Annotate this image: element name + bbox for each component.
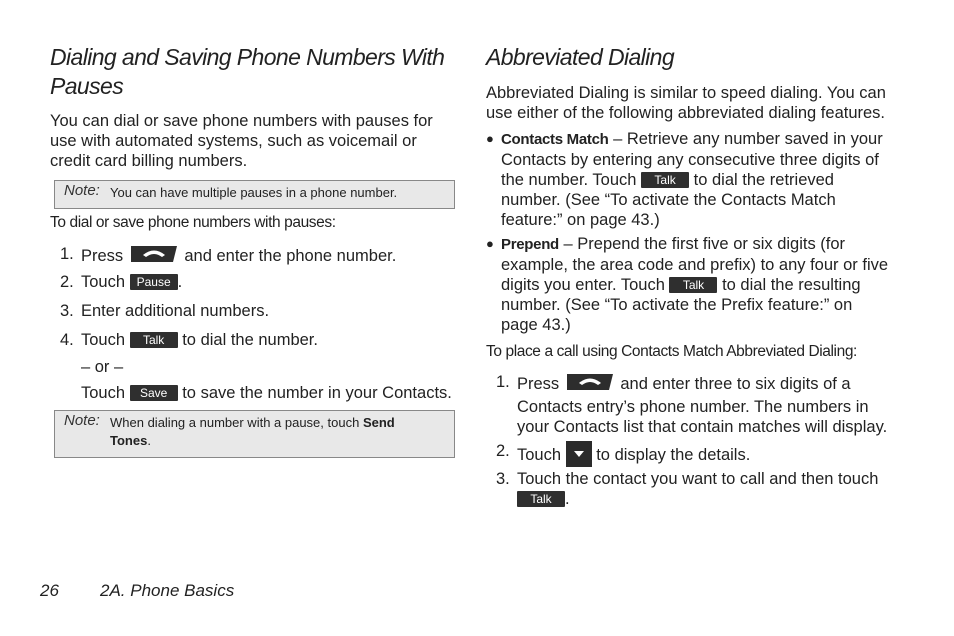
bullet-text: number. (See “To activate the Prefix feature:” on (501, 296, 853, 314)
step-text: Touch (81, 331, 126, 349)
title-line-2: Pauses (50, 73, 124, 99)
intro-line: Abbreviated Dialing is similar to speed dialing. You can (486, 84, 886, 102)
bullet-text: – Retrieve any number saved in your (613, 130, 883, 148)
talk-button[interactable]: Talk (641, 172, 689, 188)
step-text: and enter the phone number. (184, 247, 397, 265)
bullet-text: – Prepend the first five or six digits (for (563, 235, 846, 253)
step-1 (81, 244, 396, 269)
intro-line: credit card billing numbers. (50, 152, 248, 170)
note-box (54, 180, 455, 209)
bullet-icon: ● (486, 131, 494, 146)
intro-line: use either of the following abbreviated dialing features. (486, 104, 886, 122)
intro-line: You can dial or save phone numbers with pauses for (50, 112, 433, 130)
page-number: 26 (40, 581, 59, 600)
bullet-text: feature:” on page 43.) (501, 211, 660, 229)
step-text: Contacts entry’s phone number. The numbers in (517, 398, 869, 416)
intro-paragraph (486, 83, 906, 123)
section-title: Abbreviated Dialing (486, 44, 675, 70)
or-separator: – or – (81, 358, 124, 376)
bullet-text: example, the area code and prefix) to any four or five (501, 256, 889, 274)
bullet-text: number. (See “To activate the Contacts Match (501, 191, 836, 209)
step-text: Press (517, 375, 560, 393)
talk-button[interactable]: Talk (130, 332, 178, 348)
step-number: 2. (496, 442, 510, 460)
procedure-heading: To dial or save phone numbers with pauses: (50, 214, 336, 231)
step-number: 1. (496, 373, 510, 391)
section-title (50, 43, 444, 101)
note-bold: Send (362, 415, 395, 430)
step-text: Press (81, 247, 124, 265)
step-text: to save the number in your Contacts. (182, 384, 452, 402)
chevron-down-icon[interactable] (566, 441, 592, 467)
note-label: Note: (64, 412, 100, 429)
step-text: to display the details. (596, 446, 751, 464)
pause-button[interactable]: Pause (130, 274, 178, 290)
bullet-text: Contacts by entering any consecutive three digits of (501, 151, 879, 169)
step-3 (517, 469, 907, 509)
step-number: 1. (60, 245, 74, 263)
step-number: 3. (496, 470, 510, 488)
step-text: Touch (81, 273, 126, 291)
term: Prepend (501, 236, 559, 253)
note-label: Note: (64, 182, 100, 199)
bullet-text: digits you enter. Touch (501, 276, 665, 294)
step-text: your Contacts list that contain matches will display. (517, 418, 888, 436)
note-box (54, 410, 455, 458)
save-button[interactable]: Save (130, 385, 178, 401)
note-text-part: When dialing a number with a pause, touch (110, 415, 360, 430)
step-text: Touch the contact you want to call and then touch (517, 470, 879, 488)
step-text: to dial the number. (182, 331, 318, 349)
talk-button[interactable]: Talk (517, 491, 565, 507)
note-end: . (147, 433, 151, 448)
intro-line: use with automated systems, such as voicemail or (50, 132, 417, 150)
step-2 (81, 272, 182, 292)
step-text: Touch (517, 446, 562, 464)
bullet-prepend (501, 234, 901, 335)
step-number: 3. (60, 302, 74, 320)
step-end: . (565, 490, 570, 508)
note-text: You can have multiple pauses in a phone number. (110, 185, 398, 200)
step-4 (81, 330, 318, 350)
bullet-text: page 43.) (501, 316, 571, 334)
step-4-alt (81, 383, 452, 403)
note-text (110, 414, 440, 450)
intro-paragraph (50, 111, 460, 171)
talk-button[interactable]: Talk (669, 277, 717, 293)
talk-key-icon (128, 244, 180, 269)
step-text: . (177, 273, 183, 291)
bullet-text: to dial the resulting (722, 276, 861, 294)
bullet-text: the number. Touch (501, 171, 637, 189)
talk-key-icon (564, 372, 616, 397)
step-3: Enter additional numbers. (81, 302, 270, 320)
term: Contacts Match (501, 131, 609, 148)
step-text: Touch (81, 384, 126, 402)
title-line-1: Dialing and Saving Phone Numbers With (50, 44, 445, 70)
bullet-text: to dial the retrieved (693, 171, 834, 189)
step-1 (517, 372, 907, 437)
step-number: 4. (60, 331, 74, 349)
bullet-contacts-match (501, 129, 901, 230)
section-name: 2A. Phone Basics (100, 581, 235, 600)
procedure-heading: To place a call using Contacts Match Abbreviated Dialing: (486, 343, 857, 360)
step-2 (517, 441, 750, 467)
step-number: 2. (60, 273, 74, 291)
step-text: and enter three to six digits of a (620, 375, 851, 393)
note-bold: Tones (110, 433, 148, 448)
bullet-icon: ● (486, 236, 494, 251)
